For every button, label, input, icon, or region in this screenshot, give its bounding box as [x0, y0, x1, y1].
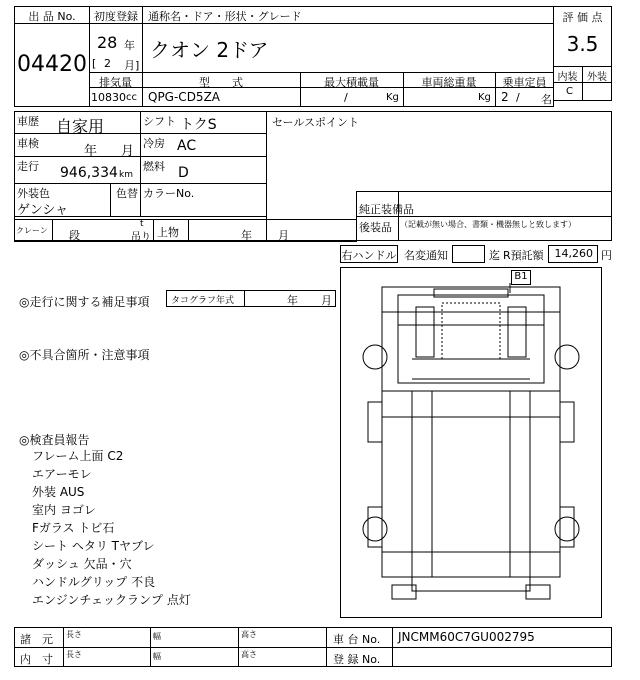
registration-month-unit: 月] [124, 59, 140, 72]
vehicle-name: クオン 2ドア [150, 38, 269, 62]
chassis-number: JNCMM60C7GU002795 [398, 630, 535, 644]
driving-remarks-label: ◎走行に関する補足事項 [19, 295, 150, 309]
registration-month: 2 [104, 57, 111, 70]
footer-interior-label: 内 寸 [20, 653, 53, 666]
history-label: 車歴 [17, 115, 39, 128]
tachograph-label: タコグラフ年式 [171, 296, 235, 306]
list-item: シート ヘタリ Tヤブレ [32, 539, 155, 553]
name-change-label: 名変通知 [404, 249, 448, 262]
interior-height-label: 高さ [241, 650, 257, 659]
color-change-label: 色替 [116, 187, 138, 200]
list-item: ダッシュ 欠品・穴 [32, 557, 132, 571]
shift-value: トクS [180, 117, 217, 133]
crane-ton-unit: t [140, 219, 144, 229]
fuel-value: D [178, 165, 189, 181]
capacity-label: 乗車定員 [502, 76, 547, 89]
genuine-equipment-label: 純正装備品 [359, 203, 414, 216]
inspection-label: 車検 [17, 137, 39, 150]
list-item: エアーモレ [32, 467, 92, 481]
crane-label: クレーン [16, 226, 48, 235]
crane-box [14, 219, 357, 242]
interior-width-label: 幅 [153, 652, 161, 661]
capacity-unit: 名 [541, 93, 552, 106]
dims-length-label: 長さ [66, 630, 82, 639]
footer-dims-label: 諸 元 [20, 633, 53, 646]
registration-number-label: 登 録 No. [333, 653, 381, 666]
aftermarket-note: （記載が無い場合、書類・機器無しと致します） [400, 220, 576, 229]
color-value: ゲンシャ [17, 203, 69, 218]
right-handle-label: 右ハンドル [341, 249, 397, 262]
model-type: QPG-CD5ZA [148, 90, 220, 104]
max-load-unit: Kg [386, 92, 399, 103]
interior-score: C [566, 86, 573, 97]
history-value: 自家用 [56, 117, 105, 136]
capacity-value: 2 [501, 90, 509, 104]
ac-value: AC [177, 138, 197, 154]
inspection-year-unit: 年 [84, 144, 98, 159]
recycle-label: R預託額 [503, 249, 544, 262]
shift-label: シフト [143, 115, 176, 128]
ac-label: 冷房 [143, 137, 165, 150]
list-item: エンジンチェックランプ 点灯 [32, 593, 191, 607]
mileage-label: 走行 [17, 160, 39, 173]
crane-steps-unit: 段 [69, 229, 80, 242]
inquiry-label: 迄 [489, 249, 500, 262]
tachograph-year-unit: 年 [287, 294, 298, 307]
list-item: フレーム上面 C2 [32, 449, 124, 463]
crane-hang-unit: 吊り [131, 232, 151, 243]
recycle-unit: 円 [601, 249, 612, 262]
displacement-label: 排気量 [99, 76, 132, 89]
list-item: ハンドルグリップ 不良 [32, 575, 156, 589]
name-change-box [452, 245, 485, 263]
body-month-unit: 月 [278, 229, 289, 242]
exterior-score-label: 外装 [587, 72, 607, 83]
lot-number: 04420 [17, 52, 87, 77]
lot-number-label: 出 品 No. [28, 10, 76, 23]
sales-point-label: セールスポイント [272, 116, 360, 129]
body-label: 上物 [157, 226, 179, 239]
defects-label: ◎不具合箇所・注意事項 [19, 348, 150, 362]
damage-marker-label: B1 [514, 271, 528, 282]
max-load-value: / [344, 91, 348, 104]
color-number-label: カラーNo. [143, 187, 195, 200]
interior-length-label: 長さ [66, 650, 82, 659]
inspection-month-unit: 月 [121, 144, 135, 159]
body-year-unit: 年 [241, 229, 252, 242]
chassis-number-label: 車 台 No. [333, 633, 381, 646]
registration-month-open: [ [92, 57, 97, 70]
displacement-unit: cc [126, 92, 137, 103]
registration-year: 28 [97, 33, 118, 52]
aftermarket-label: 後装品 [359, 221, 392, 234]
gross-weight-unit: Kg [478, 92, 491, 103]
capacity-separator: / [516, 91, 520, 104]
interior-score-label: 内装 [557, 72, 578, 83]
dims-height-label: 高さ [241, 630, 257, 639]
mileage-value: 946,334 [60, 165, 118, 181]
model-type-label: 型 式 [199, 76, 243, 89]
mileage-unit: km [119, 170, 133, 180]
list-item: 室内 ヨゴレ [32, 503, 96, 517]
color-label: 外装色 [17, 187, 50, 200]
gross-weight-label: 車両総重量 [421, 76, 477, 89]
fuel-label: 燃料 [143, 160, 165, 173]
max-load-label: 最大積載量 [324, 76, 379, 89]
score-label: 評 価 点 [562, 11, 603, 24]
inspector-report-label: ◎検査員報告 [19, 433, 90, 447]
list-item: 外装 AUS [32, 485, 85, 499]
score-value: 3.5 [566, 32, 599, 56]
displacement-value: 10830 [91, 91, 126, 104]
registration-year-unit: 年 [124, 39, 135, 52]
recycle-value: 14,260 [554, 247, 593, 260]
tachograph-month-unit: 月 [321, 294, 332, 307]
vehicle-name-label: 通称名・ドア・形状・グレード [148, 10, 302, 23]
dims-width-label: 幅 [153, 632, 161, 641]
registration-label: 初度登録 [94, 10, 138, 23]
list-item: Fガラス トビ石 [32, 521, 115, 535]
truck-outline [340, 267, 602, 618]
